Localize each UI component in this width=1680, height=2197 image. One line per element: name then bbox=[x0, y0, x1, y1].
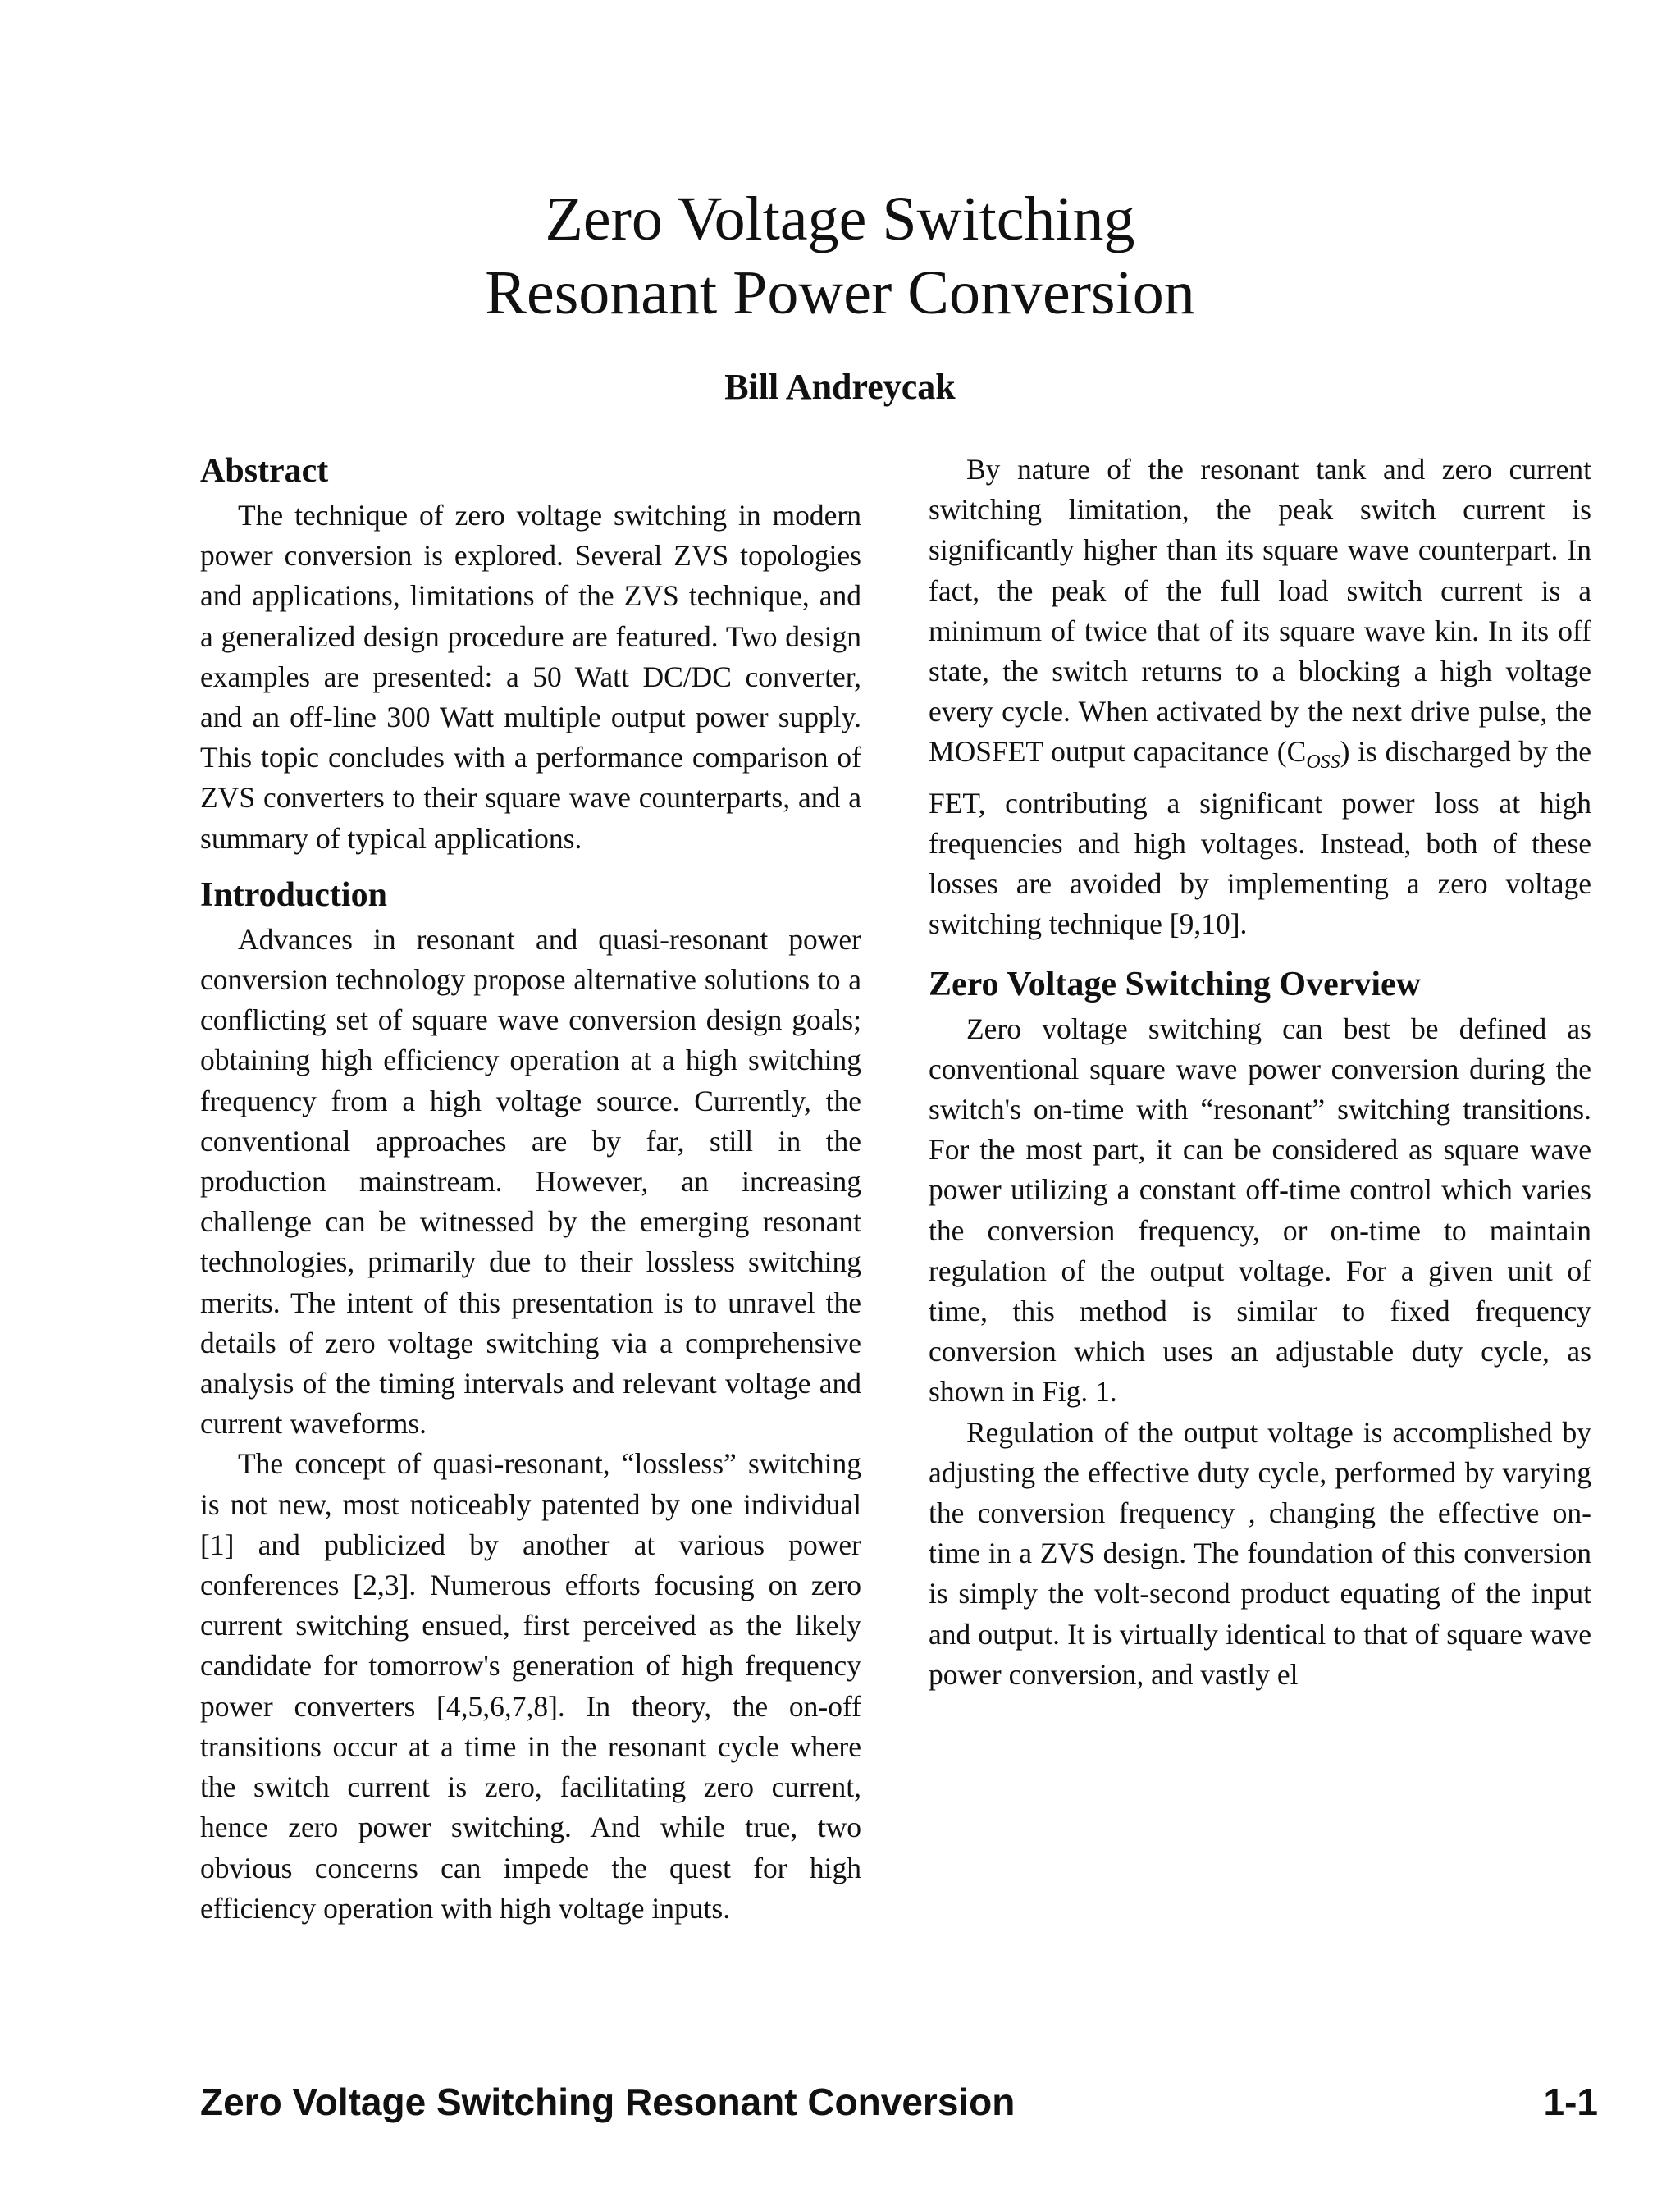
paper-title-line-1: Zero Voltage Switching bbox=[545, 185, 1135, 254]
zvs-paragraph-2: Regulation of the output voltage is accomplished by adjusting the effective duty cycle, performed by varying the conversion frequency , changing the effective on-time in a ZVS design. The foundation of this conversion is simply the volt-second product equating of the input and output. It is virtually identical to that of square wave power conversion, and vastly el bbox=[929, 1415, 1591, 1691]
intro-paragraph-3 bbox=[929, 450, 1591, 945]
paper-title-line-2: Resonant Power Conversion bbox=[485, 258, 1195, 327]
author-name: Bill Andreycak bbox=[724, 367, 956, 407]
right-column bbox=[929, 450, 1591, 1695]
abstract-heading: Abstract bbox=[200, 452, 329, 490]
footer-title: Zero Voltage Switching Resonant Conversion bbox=[200, 2081, 1016, 2123]
left-column bbox=[200, 450, 861, 1929]
intro-paragraph-1: Advances in resonant and quasi-resonant power conversion technology propose alternative solutions to a conflicting set of square wave conversion design goals; obtaining high efficiency operation at a high switching frequency from a high voltage source. Currently, the conventional approaches are by far, still in the production mainstream. However, an increasing challenge can be witnessed by the emerging resonant technologies, primarily due to their lossless switching merits. The intent of this presentation is to unravel the details of zero voltage switching via a comprehensive analysis of the timing intervals and relevant voltage and current waveforms. bbox=[200, 922, 861, 1441]
introduction-heading: Introduction bbox=[200, 875, 387, 914]
intro-paragraph-2: The concept of quasi-resonant, “lossless” switching is not new, most noticeably patented by one individual [1] and publicized by another at various power conferences [2,3]. Numerous efforts focusing on zero current switching ensued, first perceived as the likely candidate for tomorrow's generation of high frequency power converters [4,5,6,7,8]. In theory, the on-off transitions occur at a time in the resonant cycle where the switch current is zero, facilitating zero current, hence zero power switching. And while true, two obvious concerns can impede the quest for high efficiency operation with high voltage inputs. bbox=[200, 1447, 861, 1925]
footer-page-number: 1-1 bbox=[1543, 2081, 1598, 2123]
abstract-text: The technique of zero voltage switching in modern power conversion is explored. Several ZVS topologies and applications, limitations of the ZVS technique, and a generalized design procedure are featured. Two design examples are presented: a 50 Watt DC/DC converter, and an off-line 300 Watt multiple output power supply. This topic concludes with a performance comparison of ZVS converters to their square wave counterparts, and a summary of typical applications. bbox=[200, 499, 861, 855]
intro-paragraph-3-part-a: By nature of the resonant tank and zero current switching limitation, the peak switch current is significantly higher than its square wave counterpart. In fact, the peak of the full load switch current is a minimum of twice that of its square wave kin. In its off state, the switch returns to a blocking a high voltage every cycle. When activated by the next drive pulse, the MOSFET output capacitance (C bbox=[929, 453, 1591, 769]
zvs-overview-heading: Zero Voltage Switching Overview bbox=[929, 965, 1422, 1003]
zvs-paragraph-1: Zero voltage switching can best be defined as conventional square wave power conversion during the switch's on-time with “resonant” switching transitions. For the most part, it can be considered as square wave power utilizing a constant off-time control which varies the conversion frequency, or on-time to maintain regulation of the output voltage. For a given unit of time, this method is similar to fixed frequency conversion which uses an adjustable duty cycle, as shown in Fig. 1. bbox=[929, 1012, 1591, 1409]
coss-subscript: OSS bbox=[1306, 751, 1340, 774]
intro-paragraph-3-part-b: ) is discharged by the FET, contributing a significant power loss at high frequencies and high voltages. Instead, both of these losses are avoided by implementing a zero voltage switching technique [9,10]. bbox=[929, 735, 1592, 941]
